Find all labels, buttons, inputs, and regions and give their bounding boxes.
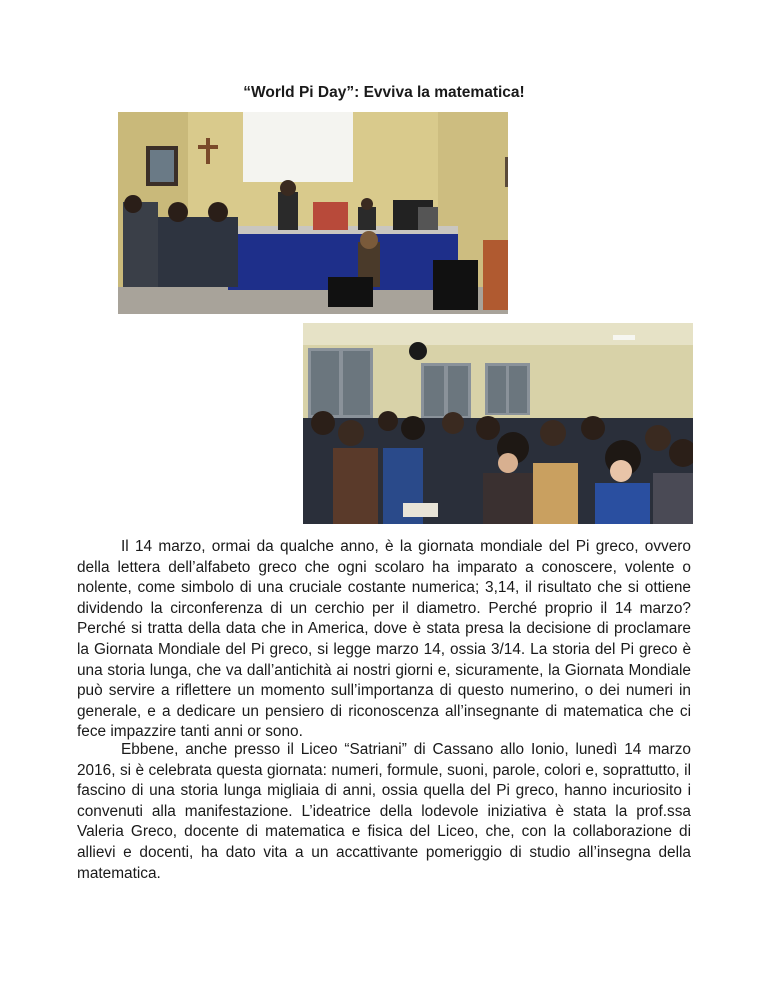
article-paragraph: Il 14 marzo, ormai da qualche anno, è la giornata mondiale del Pi greco, ovvero della lettera dell’alfabeto greco che ogni scolaro ha imparato a conoscere, volente o nolente, come simbolo di una cruciale costante numerica; 3,14, il risultato che si ottiene dividendo la circonferenza di un cerchio per il diametro. Perché proprio il 14 marzo? Perché si tratta della data che in America, dove è stata presa la decisione di proclamare la Giornata Mondiale del Pi greco, si legge marzo 14, ossia 3/14. La storia del Pi greco è una storia lunga, che va dall’antichità ai nostri giorni e, sicuramente, la Giornata Mondiale può servire a riflettere un momento sull’importanza di questo numerino, o dei numeri in generale, e a dedicare un pensiero di riconoscenza all’insegnante di matematica che ci fece impazzire tanti anni or sono. bbox=[77, 538, 691, 741]
article-paragraph: Ebbene, anche presso il Liceo “Satriani” di Cassano allo Ionio, lunedì 14 marzo 2016, si è celebrata questa giornata: numeri, formule, suoni, parole, colori e, soprattutto, il fascino di una storia lunga migliaia di anni, ossia quella del Pi greco, hanno incuriosito i convenuti alla manifestazione. L’ideatrice della lodevole iniziativa è stata la prof.ssa Valeria Greco, docente di matematica e fisica del Liceo, che, con la collaborazione di allievi e docenti, ha dato vita a un accattivante pomeriggio di studio all’insegna della matematica. bbox=[77, 741, 691, 882]
audience-photo bbox=[303, 323, 693, 524]
speakers-table-photo bbox=[118, 112, 508, 314]
article-title: “World Pi Day”: Evviva la matematica! bbox=[243, 84, 525, 101]
